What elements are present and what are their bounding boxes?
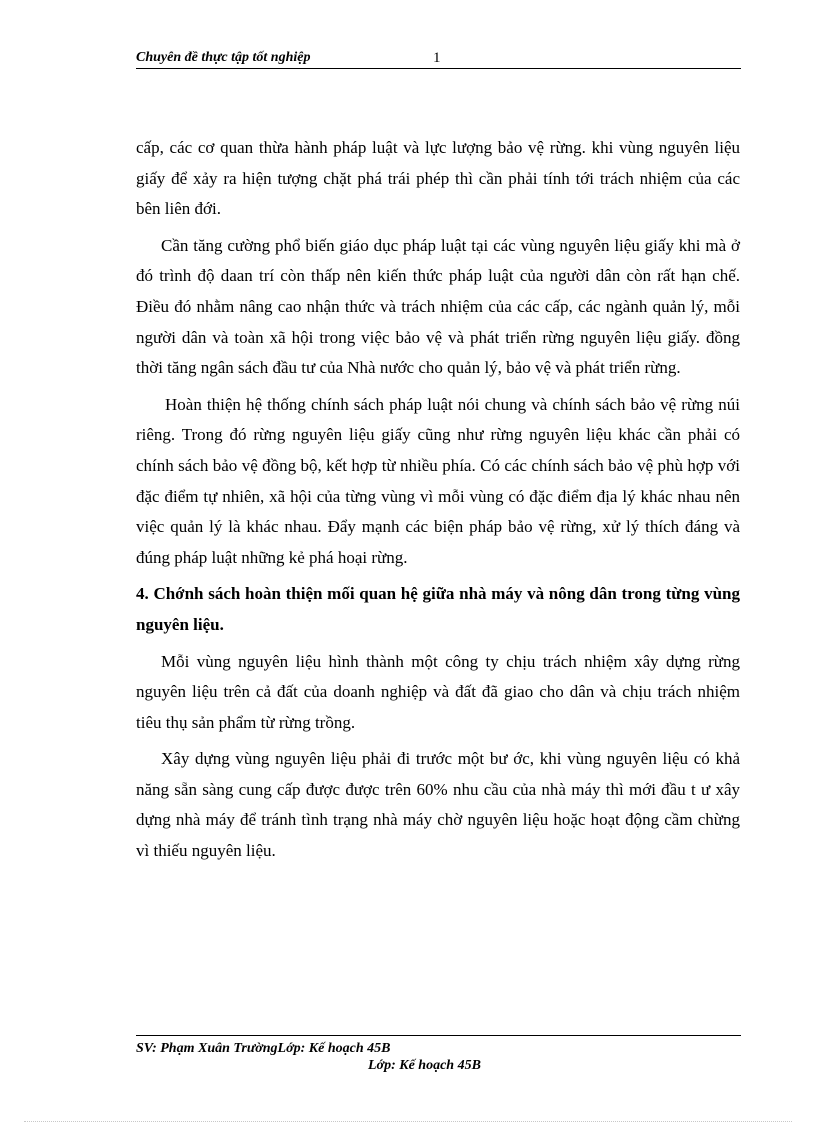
footer-class-line: Lớp: Kế hoạch 45B [368, 1058, 481, 1073]
paragraph-3: Hoàn thiện hệ thống chính sách pháp luật nói chung và chính sách bảo vệ rừng núi riêng. Trong đó rừng nguyên liệu giấy cũng như rừng nguyên liệu khác cần phải có chính sách bảo vệ đồng bộ, kết hợp từ nhiều phía. Có các chính sách bảo vệ phù hợp với đặc điểm tự nhiên, xã hội của từng vùng vì mỗi vùng có đặc điểm địa lý khác nhau nên việc quản lý là khác nhau. Đẩy mạnh các biện pháp bảo vệ rừng, xử lý thích đáng và đúng pháp luật những kẻ phá hoại rừng. [136, 394, 740, 567]
page-edge-divider [24, 1121, 792, 1122]
paragraph-4: Mỗi vùng nguyên liệu hình thành một công ty chịu trách nhiệm xây dựng rừng nguyên liệu trên cả đất của doanh nghiệp và đất đã giao cho dân và chịu trách nhiệm tiêu thụ sản phẩm từ rừng trồng. [136, 651, 740, 732]
footer-student-line: SV: Phạm Xuân TrườngLớp: Kế hoạch 45B [136, 1041, 391, 1056]
section-heading: 4. Chớnh sách hoàn thiện mối quan hệ giữa nhà máy và nông dân trong từng vùng nguyên liệu. [136, 584, 740, 634]
paragraph-5: Xây dựng vùng nguyên liệu phải đi trước một bư ớc, khi vùng nguyên liệu có khả năng sẵn sàng cung cấp được được trên 60% nhu cầu của nhà máy thì mới đầu t ư xây dựng nhà máy để tránh tình trạng nhà máy chờ nguyên liệu hoặc hoạt động cầm chừng vì thiếu nguyên liệu. [136, 749, 740, 861]
paragraph-2: Cần tăng cường phổ biến giáo dục pháp luật tại các vùng nguyên liệu giấy khi mà ở đó trình độ daan trí còn thấp nên kiến thức pháp luật của người dân còn rất hạn chế. Điều đó nhằm nâng cao nhận thức và trách nhiệm của các cấp, các ngành quản lý, mỗi người dân và toàn xã hội trong việc bảo vệ và phát triển rừng nguyên liệu giấy. đồng thời tăng ngân sách đầu tư của Nhà nước cho quản lý, bảo vệ và phát triển rừng. [136, 235, 740, 378]
footer-divider [136, 1035, 741, 1036]
document-body [136, 133, 740, 873]
page-header [136, 48, 741, 69]
header-title: Chuyên đề thực tập tốt nghiệp [136, 50, 311, 65]
page-number: 1 [433, 50, 441, 66]
paragraph-1: cấp, các cơ quan thừa hành pháp luật và lực lượng bảo vệ rừng. khi vùng nguyên liệu giấy để xảy ra hiện tượng chặt phá trái phép thì cần phải tính tới trách nhiệm của các bên liên đới. [136, 138, 740, 219]
